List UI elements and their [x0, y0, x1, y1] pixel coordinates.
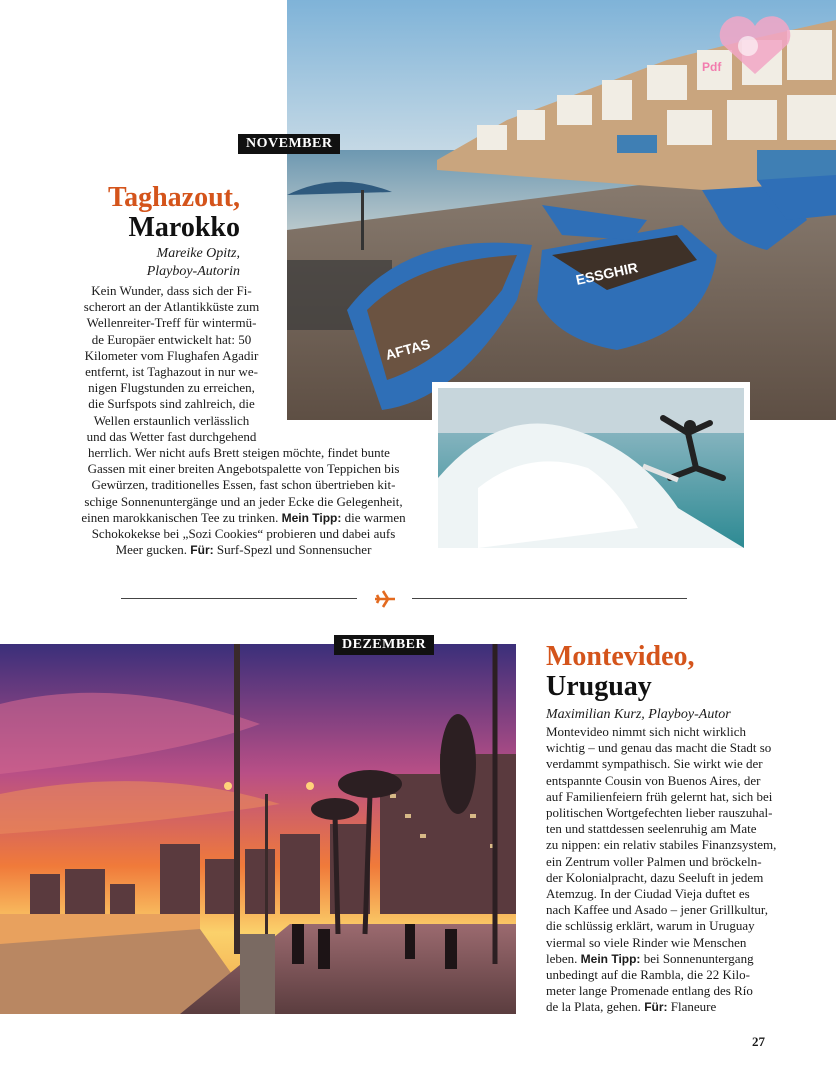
text-line: entspannte Cousin von Buenos Aires, der: [546, 772, 761, 788]
text-line: die schlüssig erklärt, warum in Uruguay: [546, 918, 755, 934]
text-segment: Flaneure: [670, 999, 717, 1015]
surfer-illustration: [438, 388, 744, 548]
text-line: schige Sonnenuntergänge und an jeder Ecke die Gelegenheit,: [84, 493, 403, 509]
text-line: nigen Flugstunden zu erreichen,: [88, 380, 255, 396]
text-line: de Europäer entwickelt hat: 50: [91, 331, 252, 347]
tip-label: Mein Tipp:: [580, 951, 641, 966]
text-line: [56, 542, 431, 558]
page-number: 27: [752, 1034, 765, 1049]
text-line: Wellen erstaunlich verlässlich: [93, 412, 250, 428]
text-segment: Meer gucken.: [115, 542, 188, 558]
divider-left: [121, 598, 357, 599]
text-segment: einen marokkanischen Tee zu trinken.: [81, 509, 279, 525]
text-line: zu nippen: ein relativ stabiles Finanzsystem,: [546, 837, 777, 853]
text-line: [56, 445, 431, 461]
text-line: politischen Wortgefechten lieber rauszuhal-: [546, 805, 773, 821]
section1-body-wide: [56, 445, 431, 558]
text-line: Kein Wunder, dass sich der Fi-: [91, 283, 252, 298]
text-segment: Wer nicht aufs Brett steigen möchte, findet bunte: [134, 445, 390, 460]
svg-text:ESSGHIR: ESSGHIR: [574, 259, 640, 288]
for-label: Für:: [190, 543, 214, 558]
country-title: Marokko: [128, 212, 240, 243]
watermark-text: Pdf: [702, 60, 722, 74]
text-segment: herrlich.: [88, 445, 132, 460]
text-line: auf Familienfeiern früh gelernt hat, sich bei: [546, 788, 773, 804]
text-line: [56, 510, 431, 526]
text-line: Gewürzen, traditionelles Essen, fast schon übertrieben kit-: [91, 477, 396, 493]
text-line: scherort an der Atlantikküste zum: [83, 299, 260, 315]
text-line: Schokokekse bei „Sozi Cookies“ probieren und dabei aufs: [91, 526, 396, 542]
montevideo-sunset-photo: [0, 644, 516, 1014]
author-name: Mareike Opitz,: [156, 246, 240, 261]
text-segment: bei Sonnenuntergang: [643, 950, 754, 966]
text-line: der Kolonialpracht, dazu Seeluft in jedem: [546, 869, 764, 885]
section2-body: [546, 724, 786, 1016]
text-line: Gassen mit einer breiten Angebotspalette von Teppichen bis: [87, 461, 400, 477]
rambla-illustration: [0, 644, 516, 1014]
text-line: wichtig – und genau das macht die Stadt so: [546, 740, 772, 756]
text-segment: leben.: [546, 950, 578, 966]
svg-text:AFTAS: AFTAS: [383, 335, 432, 363]
author: Maximilian Kurz, Playboy-Autor: [546, 707, 731, 722]
city-title: Montevideo,: [546, 641, 695, 672]
text-line: unbedingt auf die Rambla, die 22 Kilo-: [546, 967, 750, 983]
text-line: meter lange Promenade entlang des Río: [546, 983, 753, 999]
text-line: Montevideo nimmt sich nicht wirklich: [546, 724, 747, 739]
surfer-photo: [432, 382, 750, 554]
country-title: Uruguay: [546, 671, 652, 702]
text-line: ten und stattdessen seelenruhig am Mate: [546, 821, 757, 837]
month-badge-december: DEZEMBER: [334, 635, 434, 655]
text-line: viermal so viele Rinder wie Menschen: [546, 934, 747, 950]
text-line: [546, 999, 786, 1015]
text-line: Atemzug. In der Ciudad Vieja duftet es: [546, 886, 750, 902]
section1-body-narrow: [80, 283, 263, 445]
text-line: nach Kaffee und Asado – jener Grillkultur,: [546, 902, 768, 918]
text-line: und das Wetter fast durchgehend: [86, 428, 257, 444]
text-line: verdammt sympathisch. Sie wirkt wie der: [546, 756, 763, 772]
airplane-icon: [374, 589, 396, 614]
text-line: Wellenreiter-Treff für wintermü-: [86, 315, 257, 331]
month-badge-november: NOVEMBER: [238, 134, 340, 154]
city-title: Taghazout,: [107, 182, 240, 213]
text-line: [546, 951, 786, 967]
text-line: ein Zentrum voller Palmen und bröckeln-: [546, 853, 762, 869]
watermark-logo: [700, 12, 810, 82]
tip-label: Mein Tipp:: [281, 510, 342, 525]
text-line: Kilometer vom Flughafen Agadir: [84, 347, 259, 363]
text-line: entfernt, ist Taghazout in nur we-: [85, 364, 258, 380]
text-line: die Surfspots sind zahlreich, die: [88, 396, 255, 412]
text-segment: de la Plata, gehen.: [546, 999, 641, 1015]
author-role: Playboy-Autorin: [146, 264, 240, 279]
section1-title: [60, 183, 240, 281]
for-label: Für:: [644, 1000, 668, 1015]
text-segment: Surf-Spezl und Sonnensucher: [216, 542, 372, 558]
text-segment: die warmen: [344, 509, 406, 525]
section2-title: [546, 642, 806, 724]
divider-right: [412, 598, 687, 599]
